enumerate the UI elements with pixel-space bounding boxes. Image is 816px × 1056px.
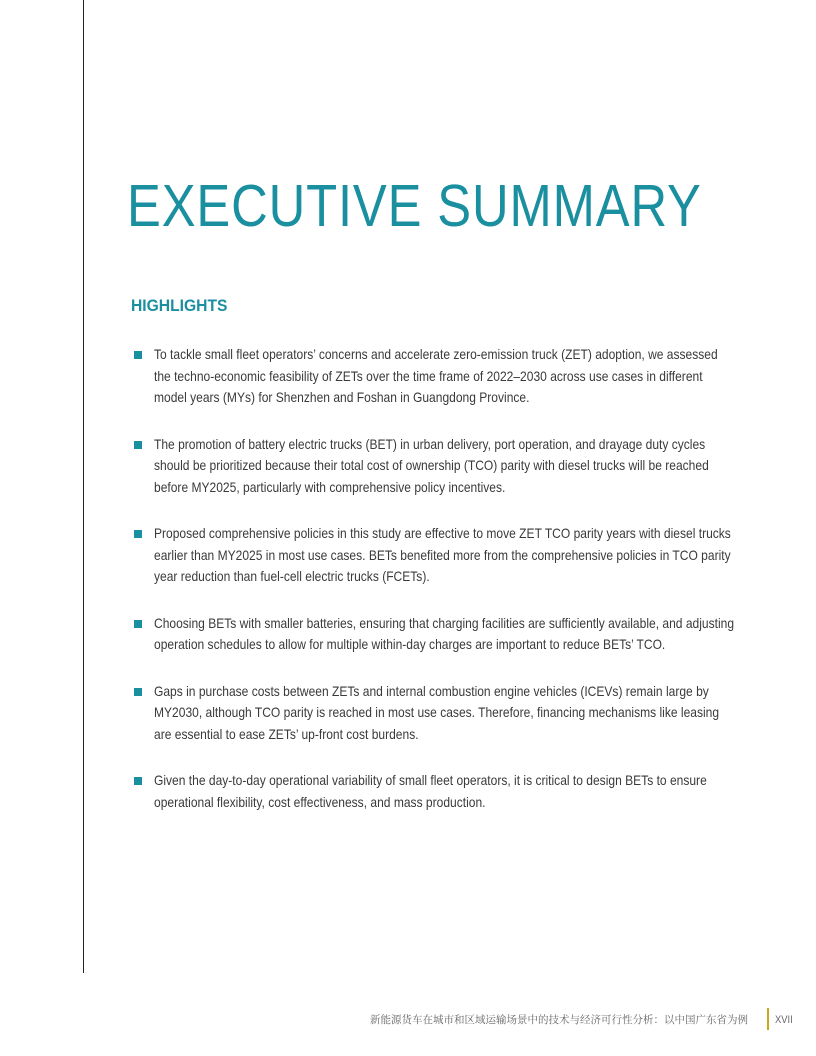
list-item <box>131 523 771 588</box>
section-heading-highlights: HIGHLIGHTS <box>131 296 228 315</box>
highlight-text: Gaps in purchase costs between ZETs and internal combustion engine vehicles (ICEVs) remain large by MY2030, although TCO parity is reached in most use cases. Therefore, financing mechanisms like leasing are essential to ease ZETs’ up-front cost burdens. <box>154 682 720 742</box>
footer-divider <box>767 1008 769 1030</box>
square-bullet-icon <box>134 441 142 449</box>
highlight-text: The promotion of battery electric trucks (BET) in urban delivery, port operation, and drayage duty cycles should be prioritized because their total cost of ownership (TCO) parity with diesel trucks will be reached before MY2025, particularly with comprehensive policy incentives. <box>154 435 709 495</box>
highlight-text: Given the day-to-day operational variability of small fleet operators, it is critical to design BETs to ensure operational flexibility, cost effectiveness, and mass production. <box>154 772 707 810</box>
list-item <box>131 681 771 746</box>
highlight-text: To tackle small fleet operators’ concerns and accelerate zero-emission truck (ZET) adoption, we assessed the techno-economic feasibility of ZETs over the time frame of 2022–2030 across use cases in different model years (MYs) for Shenzhen and Foshan in Guangdong Province. <box>154 346 718 405</box>
list-item <box>131 434 771 499</box>
square-bullet-icon <box>134 351 142 359</box>
highlight-text: Choosing BETs with smaller batteries, ensuring that charging facilities are sufficiently available, and adjusting operation schedules to allow for multiple within-day charges are important to reduce BETs’ TCO. <box>154 614 735 652</box>
footer-running-title: 新能源货车在城市和区域运输场景中的技术与经济可行性分析：以中国广东省为例 <box>370 1014 748 1026</box>
list-item <box>131 613 771 656</box>
page-footer <box>0 1008 816 1032</box>
page-number: XVII <box>775 1014 793 1026</box>
page-title: EXECUTIVE SUMMARY <box>127 173 702 239</box>
square-bullet-icon <box>134 530 142 538</box>
highlight-text: Proposed comprehensive policies in this study are effective to move ZET TCO parity years with diesel trucks earlier than MY2025 in most use cases. BETs benefited more from the comprehensive policies in TCO parity year reduction than fuel-cell electric trucks (FCETs). <box>154 525 731 584</box>
list-item <box>131 770 771 813</box>
square-bullet-icon <box>134 688 142 696</box>
square-bullet-icon <box>134 777 142 785</box>
highlights-list <box>131 344 771 838</box>
left-margin-rule <box>83 0 84 973</box>
square-bullet-icon <box>134 620 142 628</box>
list-item <box>131 344 771 409</box>
